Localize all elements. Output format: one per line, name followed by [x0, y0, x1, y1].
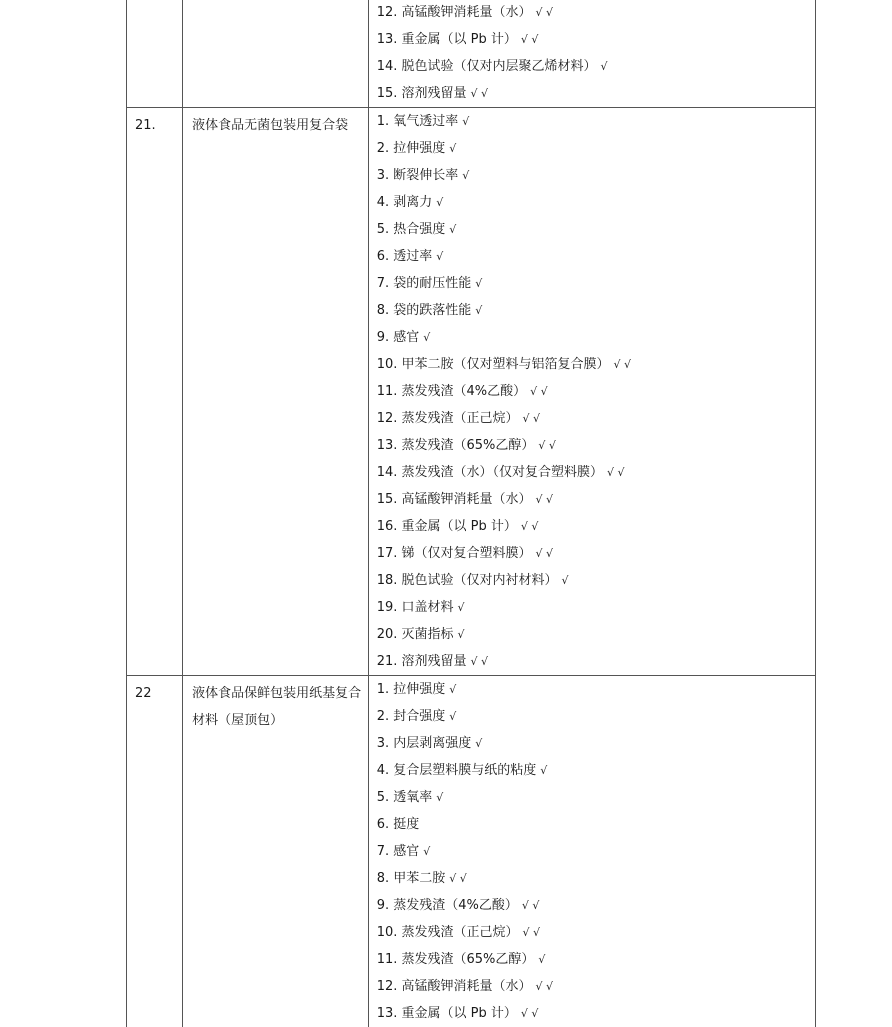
test-item-label: 12. 蒸发残渣（正己烷） — [377, 411, 519, 426]
list-item — [377, 53, 815, 80]
list-item — [377, 757, 815, 784]
list-item — [377, 432, 815, 459]
check-mark-icon: √ — [423, 331, 430, 344]
check-mark-icon: √ √ — [530, 385, 548, 398]
test-item-label: 14. 脱色试验（仅对内层聚乙烯材料） — [377, 59, 597, 74]
check-mark-icon: √ — [475, 277, 482, 290]
check-mark-icon: √ √ — [536, 980, 554, 993]
list-item — [377, 378, 815, 405]
list-item — [377, 973, 815, 1000]
list-item — [377, 621, 815, 648]
row-number-cell — [127, 0, 183, 108]
row-number-cell: 22 — [127, 676, 183, 1027]
list-item — [377, 648, 815, 675]
list-item — [377, 405, 815, 432]
check-mark-icon: √ — [449, 223, 456, 236]
check-mark-icon: √ — [462, 115, 469, 128]
test-item-label: 10. 甲苯二胺（仅对塑料与铝箔复合膜） — [377, 357, 610, 372]
list-item — [377, 459, 815, 486]
list-item — [377, 567, 815, 594]
row-number-cell: 21. — [127, 108, 183, 676]
list-item — [377, 865, 815, 892]
list-item — [377, 324, 815, 351]
test-item-label: 4. 剥离力 — [377, 195, 433, 210]
check-mark-icon: √ — [449, 683, 456, 696]
test-item-label: 11. 蒸发残渣（4%乙酸） — [377, 384, 526, 399]
table-row — [127, 676, 816, 1027]
table-row — [127, 0, 816, 108]
check-mark-icon: √ √ — [521, 520, 539, 533]
check-mark-icon: √ — [475, 304, 482, 317]
test-item-label: 5. 热合强度 — [377, 222, 446, 237]
product-name-cell — [183, 0, 369, 108]
list-item — [377, 108, 815, 135]
check-mark-icon: √ √ — [471, 87, 489, 100]
list-item — [377, 838, 815, 865]
product-name-cell: 液体食品无菌包装用复合袋 — [183, 108, 369, 676]
test-item-label: 3. 内层剥离强度 — [377, 736, 472, 751]
test-item-label: 2. 封合强度 — [377, 709, 446, 724]
test-item-label: 12. 高锰酸钾消耗量（水） — [377, 5, 532, 20]
list-item — [377, 351, 815, 378]
check-mark-icon: √ √ — [614, 358, 632, 371]
test-item-label: 11. 蒸发残渣（65%乙醇） — [377, 952, 535, 967]
check-mark-icon: √ √ — [449, 872, 467, 885]
check-mark-icon: √ — [449, 142, 456, 155]
list-item — [377, 811, 815, 838]
test-item-label: 13. 重金属（以 Pb 计） — [377, 32, 517, 47]
list-item — [377, 540, 815, 567]
list-item — [377, 216, 815, 243]
list-item — [377, 80, 815, 107]
check-mark-icon: √ √ — [536, 547, 554, 560]
test-item-label: 7. 袋的耐压性能 — [377, 276, 472, 291]
test-item-label: 15. 高锰酸钾消耗量（水） — [377, 492, 532, 507]
test-item-label: 9. 蒸发残渣（4%乙酸） — [377, 898, 518, 913]
check-mark-icon: √ √ — [536, 493, 554, 506]
list-item — [377, 676, 815, 703]
test-item-label: 1. 拉伸强度 — [377, 682, 446, 697]
list-item — [377, 0, 815, 26]
list-item — [377, 135, 815, 162]
list-item — [377, 892, 815, 919]
test-item-label: 17. 锑（仅对复合塑料膜） — [377, 546, 532, 561]
check-mark-icon: √ — [562, 574, 569, 587]
list-item — [377, 486, 815, 513]
list-item — [377, 513, 815, 540]
test-item-label: 14. 蒸发残渣（水）（仅对复合塑料膜） — [377, 465, 603, 480]
test-items-list — [369, 676, 815, 1027]
test-items-cell — [368, 676, 815, 1027]
check-mark-icon: √ √ — [538, 439, 556, 452]
check-mark-icon: √ √ — [523, 926, 541, 939]
test-item-label: 7. 感官 — [377, 844, 420, 859]
test-items-list — [369, 0, 815, 107]
list-item — [377, 730, 815, 757]
test-item-label: 8. 袋的跌落性能 — [377, 303, 472, 318]
check-mark-icon: √ — [540, 764, 547, 777]
test-item-label: 6. 挺度 — [377, 817, 420, 832]
list-item — [377, 946, 815, 973]
check-mark-icon: √ — [458, 628, 465, 641]
list-item — [377, 703, 815, 730]
check-mark-icon: √ √ — [521, 1007, 539, 1020]
test-items-cell — [368, 0, 815, 108]
test-item-label: 9. 感官 — [377, 330, 420, 345]
list-item — [377, 594, 815, 621]
test-item-label: 8. 甲苯二胺 — [377, 871, 446, 886]
test-item-label: 3. 断裂伸长率 — [377, 168, 459, 183]
test-item-label: 1. 氧气透过率 — [377, 114, 459, 129]
check-mark-icon: √ √ — [521, 33, 539, 46]
check-mark-icon: √ — [436, 196, 443, 209]
test-item-label: 13. 重金属（以 Pb 计） — [377, 1006, 517, 1021]
test-item-label: 5. 透氧率 — [377, 790, 433, 805]
inspection-items-table — [126, 0, 816, 1027]
test-item-label: 16. 重金属（以 Pb 计） — [377, 519, 517, 534]
test-item-label: 21. 溶剂残留量 — [377, 654, 467, 669]
table-row — [127, 108, 816, 676]
check-mark-icon: √ — [462, 169, 469, 182]
test-item-label: 18. 脱色试验（仅对内衬材料） — [377, 573, 558, 588]
list-item — [377, 243, 815, 270]
list-item — [377, 162, 815, 189]
check-mark-icon: √ √ — [536, 6, 554, 19]
list-item — [377, 919, 815, 946]
test-item-label: 12. 高锰酸钾消耗量（水） — [377, 979, 532, 994]
check-mark-icon: √ — [449, 710, 456, 723]
list-item — [377, 784, 815, 811]
check-mark-icon: √ √ — [522, 899, 540, 912]
test-item-label: 6. 透过率 — [377, 249, 433, 264]
test-items-cell — [368, 108, 815, 676]
check-mark-icon: √ — [538, 953, 545, 966]
check-mark-icon: √ — [475, 737, 482, 750]
test-items-list — [369, 108, 815, 675]
check-mark-icon: √ √ — [471, 655, 489, 668]
list-item — [377, 270, 815, 297]
test-item-label: 15. 溶剂残留量 — [377, 86, 467, 101]
test-item-label: 4. 复合层塑料膜与纸的粘度 — [377, 763, 537, 778]
test-item-label: 10. 蒸发残渣（正己烷） — [377, 925, 519, 940]
list-item — [377, 297, 815, 324]
test-item-label: 13. 蒸发残渣（65%乙醇） — [377, 438, 535, 453]
check-mark-icon: √ — [436, 250, 443, 263]
list-item — [377, 26, 815, 53]
test-item-label: 2. 拉伸强度 — [377, 141, 446, 156]
table-body — [127, 0, 816, 1027]
check-mark-icon: √ — [458, 601, 465, 614]
check-mark-icon: √ — [423, 845, 430, 858]
check-mark-icon: √ — [601, 60, 608, 73]
product-name-cell: 液体食品保鲜包装用纸基复合材料（屋顶包） — [183, 676, 369, 1027]
test-item-label: 20. 灭菌指标 — [377, 627, 454, 642]
list-item — [377, 189, 815, 216]
check-mark-icon: √ — [436, 791, 443, 804]
check-mark-icon: √ √ — [607, 466, 625, 479]
check-mark-icon: √ √ — [523, 412, 541, 425]
test-item-label: 19. 口盖材料 — [377, 600, 454, 615]
